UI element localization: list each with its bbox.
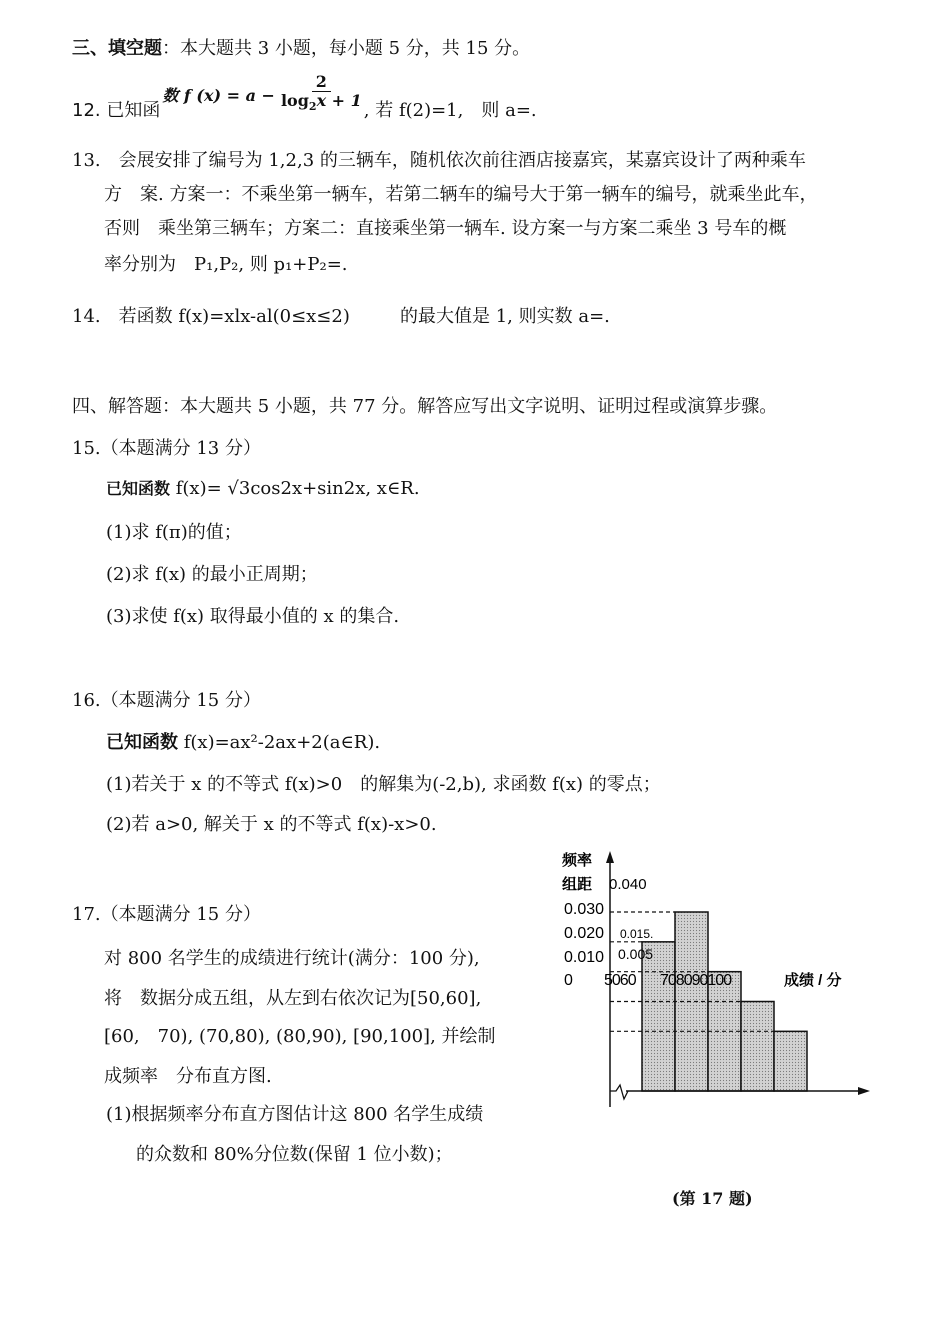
inline-label-1: 0.015. — [620, 927, 654, 941]
q17-part1-line1: (1)根据频率分布直方图估计这 800 名学生成绩 — [106, 1104, 484, 1125]
q13-line1: 13. 会展安排了编号为 1,2,3 的三辆车，随机依次前往酒店接嘉宾，某嘉宾设计了两种乘车 — [72, 150, 806, 171]
x-origin-label: 0 — [564, 972, 573, 989]
q17-figure-caption: (第 17 题) — [672, 1189, 753, 1208]
histogram-bar-4 — [741, 1002, 774, 1092]
section4-heading — [72, 392, 777, 418]
q17-line2: 将 数据分成五组，从左到右依次记为[50,60], — [104, 988, 482, 1009]
section4-desc: ：本大题共 5 小题，共 77 分。解答应写出文字说明、证明过程或演算步骤。 — [162, 396, 778, 417]
q15-title: 15.（本题满分 13 分） — [72, 438, 261, 459]
q17-line3: [60, 70), (70,80), (80,90), [90,100], 并绘制 — [104, 1026, 496, 1047]
q16-given — [106, 728, 380, 754]
histogram-bar-1 — [642, 942, 675, 1091]
q12-formula — [162, 73, 363, 116]
q12-fraction — [279, 73, 364, 116]
q12-suffix: , 若 f(2)=1, 则 a=. — [363, 100, 537, 121]
q16-title: 16.（本题满分 15 分） — [72, 690, 261, 711]
axis-break-mark — [610, 1085, 628, 1099]
q16-given-expr: f(x)=ax²-2ax+2(a∈R). — [183, 732, 381, 753]
q12-formula-lead: 数 f (x) = a − — [162, 85, 275, 105]
q13-line2: 方 案. 方案一：不乘坐第一辆车，若第二辆车的编号大于第一辆车的编号，就乘坐此车， — [104, 184, 818, 205]
q12-log-arg: x + 1 — [316, 90, 362, 110]
q12-prefix: 12. 已知函 — [72, 100, 161, 121]
q12-log-base: 2 — [308, 100, 317, 113]
q16-given-label: 已知函数 — [106, 732, 178, 753]
q16-part2: (2)若 a>0, 解关于 x 的不等式 f(x)-x>0. — [106, 814, 437, 835]
section3-title: 三、填空题 — [72, 38, 162, 59]
histogram-bar-5 — [774, 1031, 807, 1091]
x-tick-labels-a: 5060 — [604, 972, 636, 989]
q15-part3: (3)求使 f(x) 取得最小值的 x 的集合. — [106, 606, 400, 627]
q17-part1-line2: 的众数和 80%分位数(保留 1 位小数)； — [136, 1144, 453, 1165]
q12-frac-den — [279, 92, 364, 116]
q17-line4: 成频率 分布直方图. — [104, 1066, 272, 1087]
q15-part2: (2)求 f(x) 的最小正周期； — [106, 564, 318, 585]
y-axis-arrow — [606, 851, 614, 863]
q14-part1: 14. 若函数 f(x)=xlx-al(0≤x≤2) — [72, 306, 350, 327]
frequency-histogram — [560, 845, 890, 1125]
q15-given — [106, 476, 420, 499]
q17-title: 17.（本题满分 15 分） — [72, 904, 261, 925]
q14-part2: 的最大值是 1, 则实数 a=. — [400, 306, 610, 327]
y-tick-label-2: 0.020 — [564, 925, 605, 942]
q13-line3: 否则 乘坐第三辆车；方案二：直接乘坐第一辆车. 设方案一与方案二乘坐 3 号车的概 — [104, 218, 787, 239]
question-12 — [72, 71, 537, 126]
section3-desc: ：本大题共 3 小题，每小题 5 分，共 15 分。 — [162, 38, 531, 59]
q13-line4: 率分别为 P₁,P₂, 则 p₁+P₂=. — [104, 254, 348, 275]
q15-part1: (1)求 f(π)的值； — [106, 522, 242, 543]
x-tick-labels-b: 708090100 — [660, 972, 732, 989]
inline-label-2: 0.005 — [618, 946, 654, 962]
x-axis-label: 成绩 / 分 — [784, 972, 842, 989]
q15-given-expr: f(x)= √3cos2x+sin2x, x∈R. — [175, 478, 420, 499]
y-tick-label-top: 0.040 — [609, 876, 647, 893]
y-axis-label-top: 频率 — [562, 852, 593, 869]
y-axis-label-bottom: 组距 — [562, 876, 593, 893]
section4-title: 四、解答题 — [72, 396, 162, 417]
q16-part1: (1)若关于 x 的不等式 f(x)>0 的解集为(-2,b), 求函数 f(x) 的零点； — [106, 774, 661, 795]
q17-line1: 对 800 名学生的成绩进行统计(满分：100 分), — [104, 948, 480, 969]
y-tick-label-1: 0.030 — [564, 901, 605, 918]
q15-given-label: 已知函数 — [106, 479, 171, 498]
x-axis-arrow — [858, 1087, 870, 1095]
q12-frac-num: 2 — [312, 73, 331, 92]
q12-log: log — [280, 90, 309, 110]
y-tick-label-3: 0.010 — [564, 949, 605, 966]
section3-heading — [72, 34, 530, 60]
